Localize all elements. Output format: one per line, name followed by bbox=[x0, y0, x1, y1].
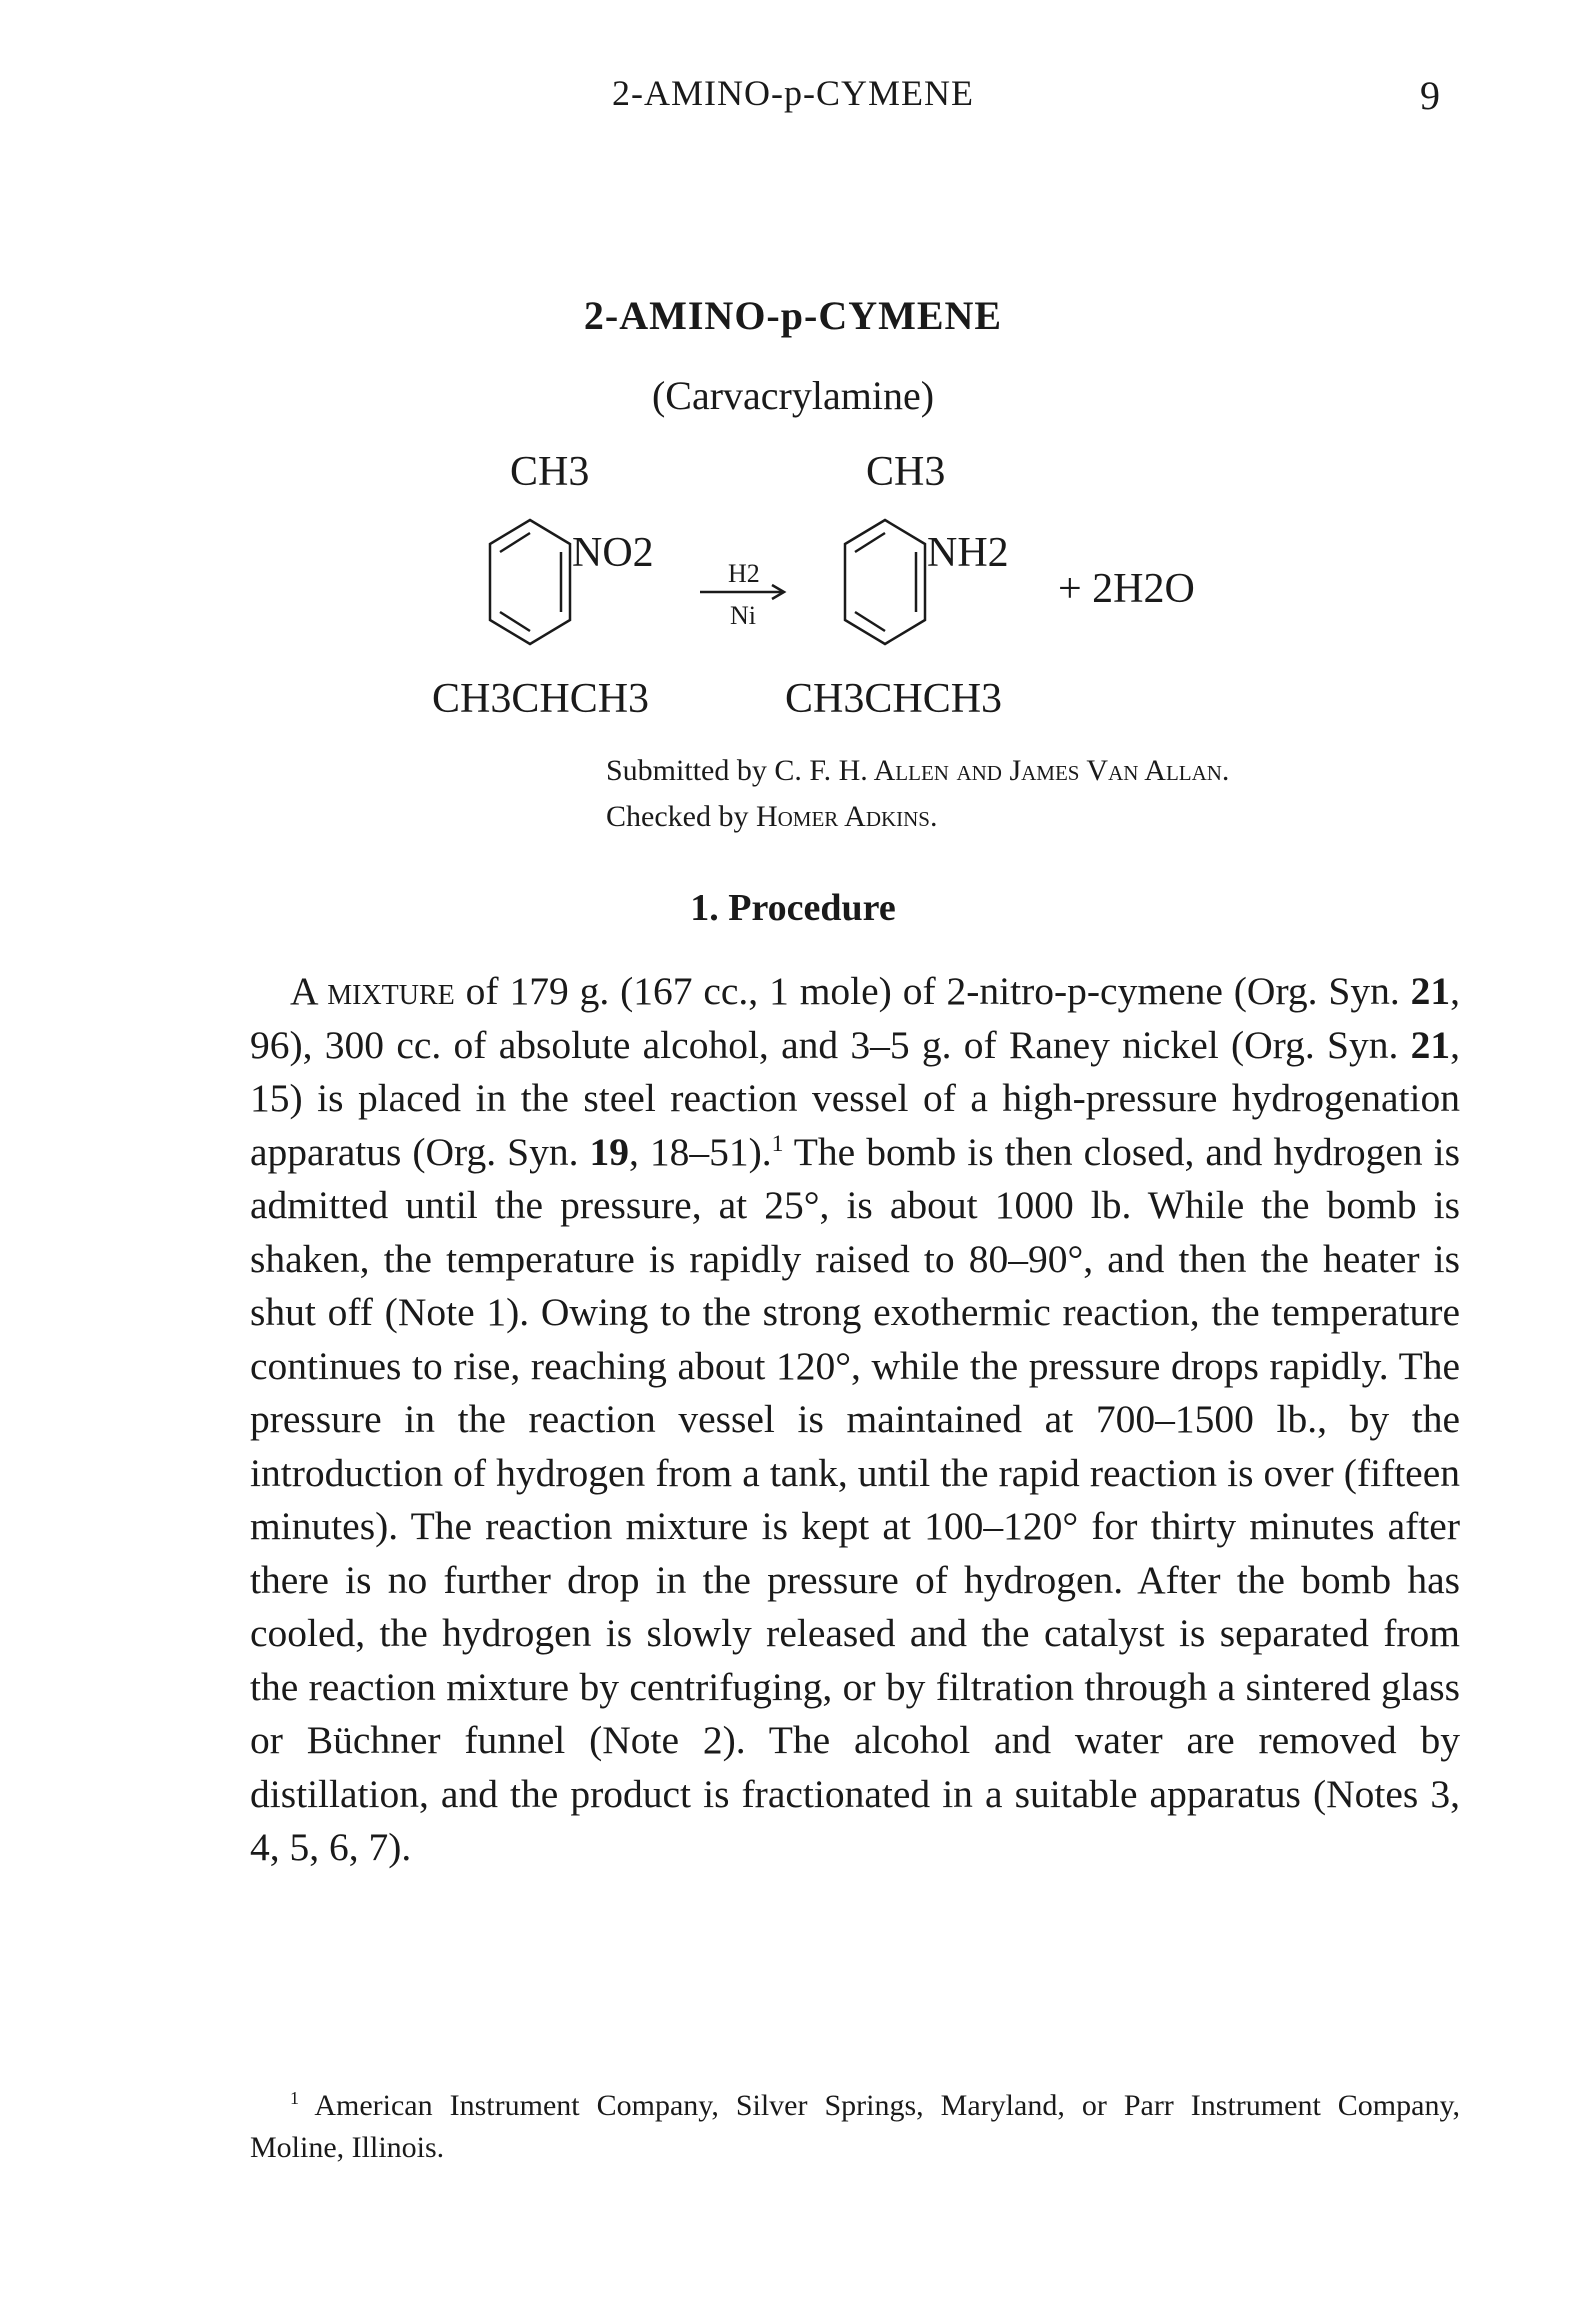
checker-names: Homer Adkins. bbox=[755, 800, 938, 833]
product-isopropyl-label: CH3CHCH3 bbox=[785, 676, 1003, 722]
reactant-isopropyl-label: CH3CHCH3 bbox=[432, 676, 650, 722]
footnote-number: 1 bbox=[290, 2088, 299, 2108]
procedure-lead: A mixture bbox=[290, 969, 455, 1013]
product-methyl-label: CH3 bbox=[866, 449, 946, 495]
byproduct-water: + 2H2O bbox=[1058, 566, 1195, 612]
procedure-paragraph: A mixture of 179 g. (167 cc., 1 mole) of 2-nitro-p-cymene (Org. Syn. 21, 96), 300 cc. of absolute alcohol, and 3–5 g. of Raney nickel (Org. Syn. 21, 15) is placed in the steel reaction vessel of a high-pressure hydrogenation apparatus (Org. Syn. 19, 18–51).$^1$ The bomb is then closed, and hydrogen is admitted until the pressure, at 25°, is about 1000 lb. While the bomb is shaken, the temperature is rapidly raised to 80–90°, and then the heater is shut off (Note 1). Owing to the strong exothermic reaction, the temperature continues to rise, reaching about 120°, while the pressure drops rapidly. The pressure in the reaction vessel is maintained at 700–1500 lb., by the introduction of hydrogen from a tank, until the rapid reaction is over (fifteen minutes). The reaction mixture is kept at 100–120° for thirty minutes after there is no further drop in the pressure of hydrogen. After the bomb has cooled, the hydrogen is slowly released and the catalyst is separated from the reaction mixture by centrifuging, or by filtration through a sintered glass or Büchner funnel (Note 2). The alcohol and water are removed by distillation, and the product is fractionated in a suitable apparatus (Notes 3, 4, 5, 6, 7). bbox=[250, 969, 1460, 1869]
reference-volume: 21 bbox=[1410, 1022, 1451, 1067]
reagent-hydrogen: H2 bbox=[728, 559, 760, 588]
page-number: 9 bbox=[1420, 73, 1440, 118]
footnote bbox=[250, 2085, 1460, 2169]
checked-by-line: Checked by Homer Adkins. bbox=[606, 800, 938, 833]
product-structure bbox=[785, 449, 1009, 722]
product-benzene-ring bbox=[845, 520, 925, 644]
footnote-marker[interactable]: 1 bbox=[771, 1130, 784, 1157]
page-subtitle: (Carvacrylamine) bbox=[651, 373, 935, 418]
submitter-names: C. F. H. Allen and James Van Allan. bbox=[774, 754, 1230, 787]
running-head bbox=[0, 72, 1586, 122]
section-heading: 1. Procedure bbox=[690, 887, 896, 929]
reaction-arrow bbox=[700, 559, 784, 630]
reactant-benzene-ring bbox=[490, 520, 570, 644]
reference-volume: 19 bbox=[589, 1129, 629, 1174]
reagent-nickel: Ni bbox=[730, 601, 756, 630]
credits bbox=[606, 748, 1229, 840]
reaction-scheme bbox=[0, 440, 1586, 740]
submitted-by-line: Submitted by C. F. H. Allen and James Van Allan. bbox=[606, 754, 1230, 787]
page-title: 2-AMINO-p-CYMENE bbox=[583, 293, 1003, 338]
product-amino-label: NH2 bbox=[927, 530, 1009, 576]
reactant-structure bbox=[432, 449, 654, 722]
reference-volume: 21 bbox=[1410, 969, 1451, 1013]
running-title: 2-AMINO-p-CYMENE bbox=[612, 73, 974, 113]
reactant-methyl-label: CH3 bbox=[510, 449, 590, 495]
reactant-nitro-label: NO2 bbox=[572, 530, 654, 576]
footnote-text: American Instrument Company, Silver Springs, Maryland, or Parr Instrument Company, Moline, Illinois. bbox=[250, 2089, 1460, 2164]
